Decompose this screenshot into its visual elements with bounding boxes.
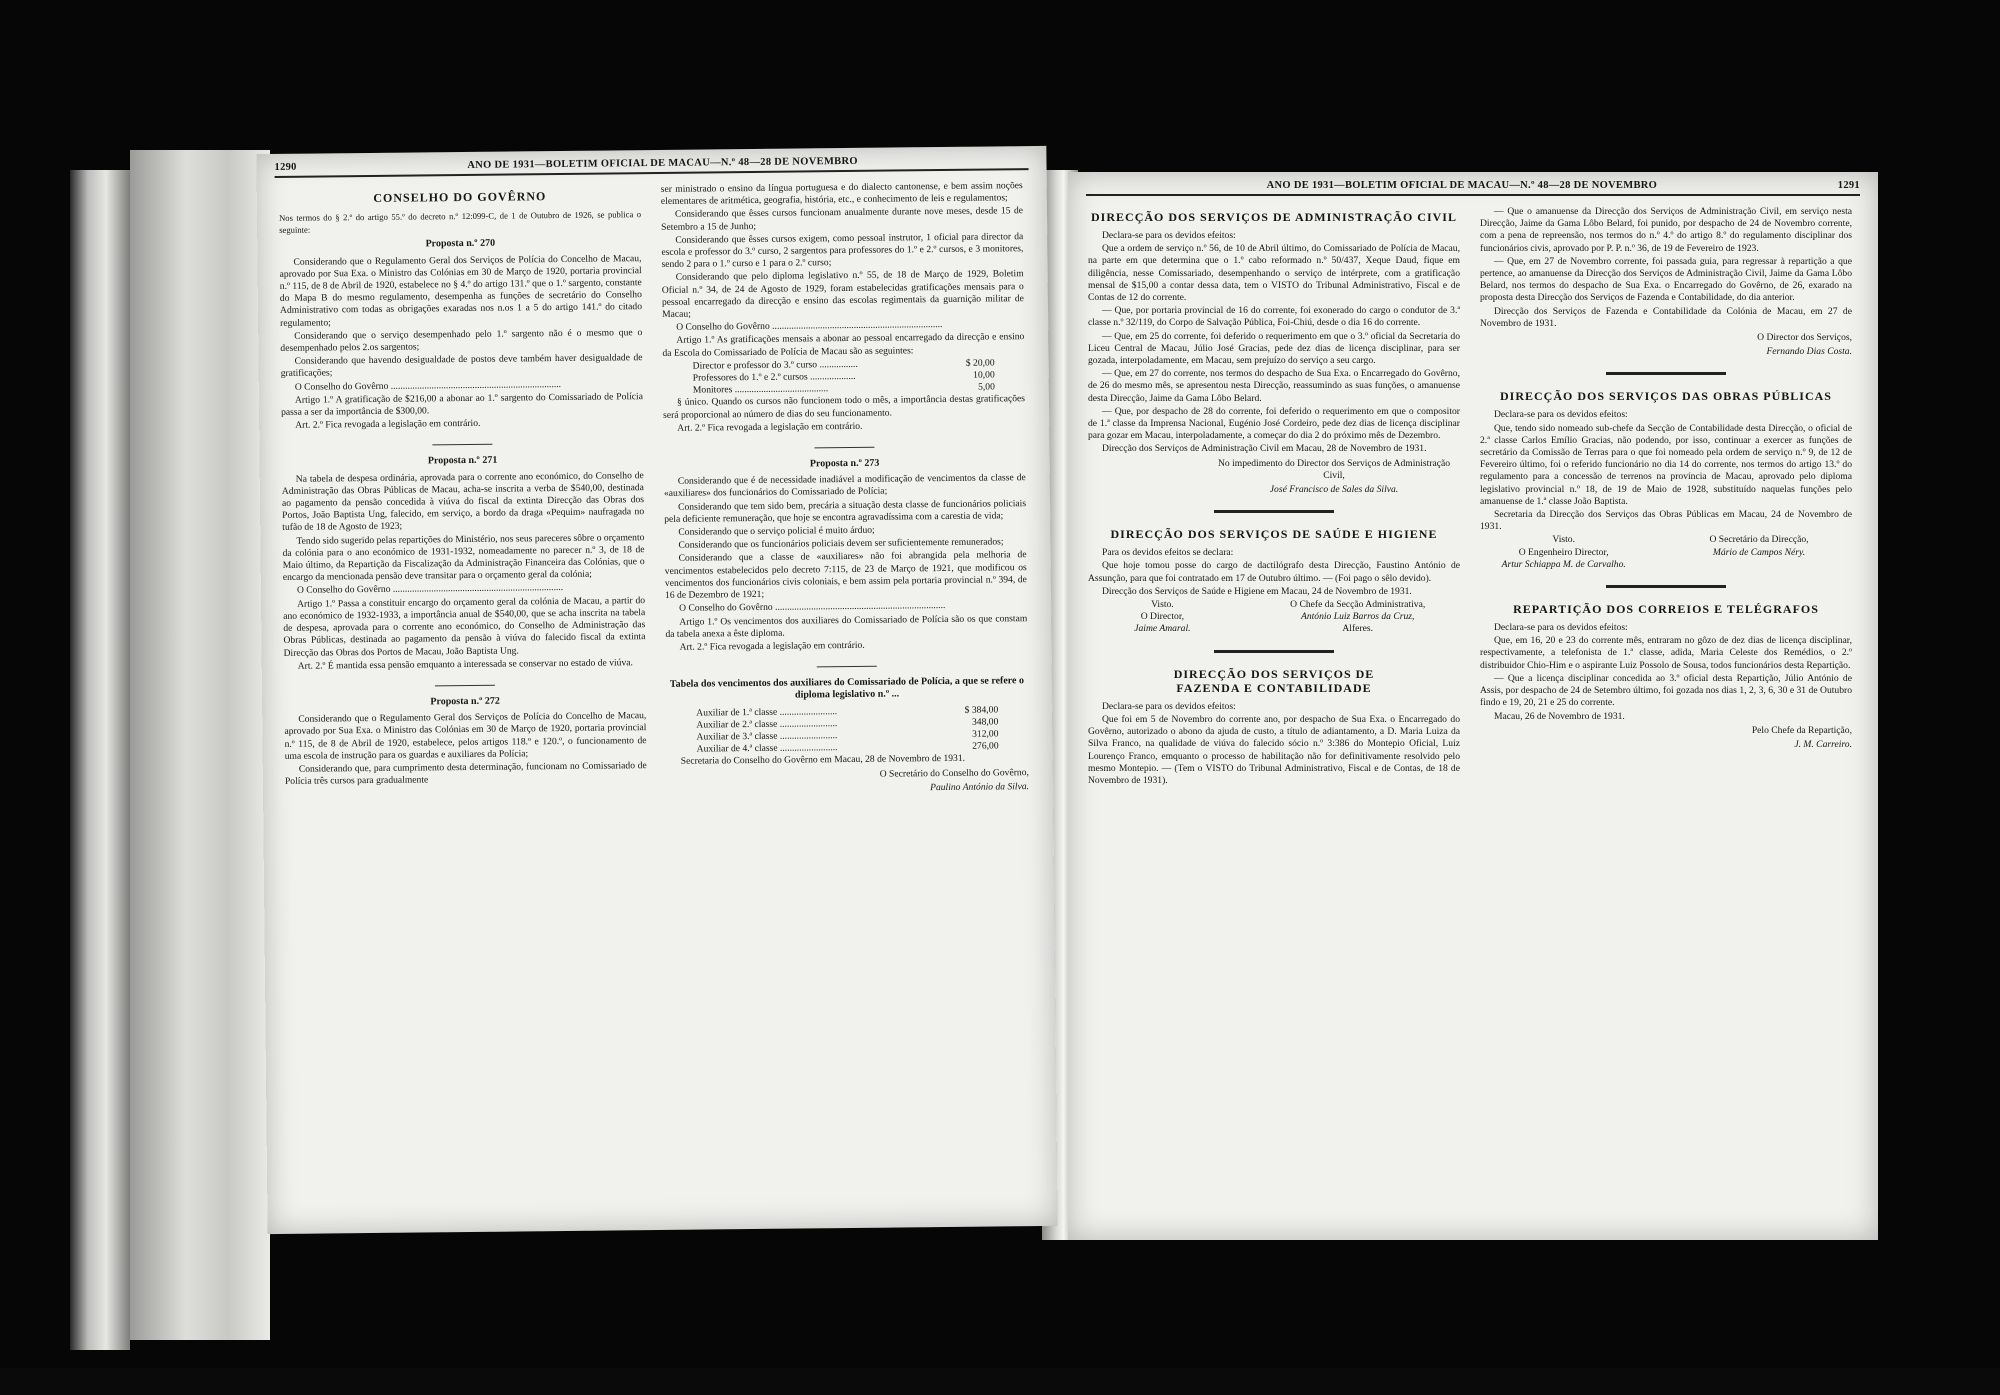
- left-column-2: [661, 180, 1029, 799]
- left-page-number: 1290: [274, 161, 297, 173]
- right-running-head: [1086, 180, 1860, 196]
- divider: [814, 447, 874, 449]
- paragraph: — Que, por portaria provincial de 16 do corrente, foi exonerado do cargo o condutor de 3.ª classe n.º 32/119, do Corpo de Salvação Pública, Foi-Chiú, desde o dia 16 do corrente.: [1088, 305, 1460, 329]
- divider: [1606, 585, 1726, 588]
- table-row: Auxiliar de 4.ª classe ........................ 276,00: [696, 740, 999, 755]
- paragraph: Artigo 1.º A gratificação de $216,00 a abonar ao 1.º sargento do Comissariado de Polícia passa a ser da importância de $300,00.: [281, 390, 643, 418]
- table-row: Auxiliar de 1.ª classe ........................ $ 384,00: [696, 703, 999, 719]
- table-row: Auxiliar de 3.ª classe ........................ 312,00: [696, 728, 999, 743]
- right-head-title: ANO DE 1931—BOLETIM OFICIAL DE MACAU—N.º 48—28 DE NOVEMBRO: [1266, 180, 1658, 191]
- table-row: Director e professor do 3.º curso ................ $ 20,00: [692, 357, 995, 372]
- paragraph: Direcção dos Serviços de Administração Civil em Macau, 28 de Novembro de 1931.: [1102, 443, 1427, 455]
- paragraph: Artigo 1.º Passa a constituir encargo do orçamento geral da colónia de Macau, a partir do ano económico de 1932-1933, a importância anual de $540,00, que se acha inscrita na tabela de despesa, aprovada para o corrente ano económico, do Conselho de Administração das Obras Públicas, destinada ao pagamento da pensão à viúva do falecido fiscal da extinta Direcção das Obras dos Portos de Macau, João Baptista Ung.: [283, 594, 646, 659]
- signature-role: Pelo Chefe da Repartição,: [1751, 724, 1852, 736]
- left-running-head: [274, 154, 1028, 178]
- paragraph: Art. 2.º Fica revogada a legislação em contrário.: [677, 420, 863, 434]
- paragraph: Tendo sido sugerido pelas repartições do Ministério, nos seus pareceres sôbre o orçamento da colónia para o ano económico de 1931-1932, nomeadamente no parecer n.º 3, de 18 de Maio último, da Repartição da Fiscalização da Administração Financeira das Colónias, que o encargo da mencionada pensão deve transitar para o orçamento geral da colónia;: [282, 531, 645, 584]
- paragraph: Direcção dos Serviços de Saúde e Higiene em Macau, 24 de Novembro de 1931.: [1102, 585, 1412, 597]
- section-title: DIRECÇÃO DOS SERVIÇOS DAS OBRAS PÚBLICAS: [1500, 389, 1832, 404]
- paragraph: O Conselho do Govêrno .......................................................................: [294, 378, 562, 393]
- signature-block: Visto. O Director, Jaime Amaral. O Chefe da Secção Administrativa, António Luiz Barros da Cruz, Alferes.: [1134, 599, 1426, 635]
- stacked-page-edges: [70, 170, 130, 1350]
- paragraph: Macau, 26 de Novembro de 1931.: [1494, 710, 1625, 722]
- paragraph: Declara-se para os devidos efeitos:: [1494, 622, 1628, 634]
- divider: [817, 666, 877, 668]
- signature-role: O Director dos Serviços,: [1757, 332, 1852, 344]
- proposal-title: Proposta n.º 271: [427, 455, 498, 467]
- section-title: DIRECÇÃO DOS SERVIÇOS DE SAÚDE E HIGIENE: [1110, 527, 1438, 542]
- section-title: REPARTIÇÃO DOS CORREIOS E TELÉGRAFOS: [1513, 602, 1819, 617]
- signature-name: Paulino António da Silva.: [930, 780, 1030, 793]
- paragraph: Considerando que os funcionários policiais devem ser suficientemente remunerados;: [678, 536, 1004, 552]
- paragraph: Secretaria do Conselho do Govêrno em Macau, 28 de Novembro de 1931.: [680, 753, 966, 768]
- table-row: Professores do 1.º e 2.º cursos ................... 10,00: [692, 369, 995, 384]
- paragraph: — Que o amanuense da Direcção dos Serviços de Administração Civil, em serviço nesta Direcção, Jaime da Gama Lôbo Belard, foi punido, por despacho de 24 de Novembro corrente, com a pena de repreensão, nos termos do n.º 4.º do artigo 8.º do regulamento disciplinar dos funcionários civis, aprovado por P. P. n.º 36, de 19 de Fevereiro de 1923.: [1480, 206, 1852, 254]
- table-row: Monitores ....................................... 5,00: [692, 381, 995, 396]
- table-row: Auxiliar de 2.ª classe ........................ 348,00: [696, 716, 999, 731]
- paragraph: § único. Quando os cursos não funcionem todo o mês, a importância destas gratificações será proporcional ao número de dias do seu funcionamento.: [663, 393, 1026, 421]
- paragraph: Para os devidos efeitos se declara:: [1102, 547, 1234, 559]
- paragraph: Direcção dos Serviços de Fazenda e Contabilidade da Colónia de Macau, em 27 de Novembro de 1931.: [1480, 305, 1852, 329]
- divider: [1606, 372, 1726, 375]
- paragraph: Considerando que o Regulamento Geral dos Serviços de Polícia do Concelho de Macau, aprovado por Sua Exa. o Ministro das Colónias em 30 de Março de 1920, portaria provincial n.º 115, de 8 de Abril de 1920, estabelece no § 4.º do artigo 131.º que o 1.º sargento, constante do Mapa B do mesmo regulamento, desempenha as funções de secretário do Conselho Administrativo com todas as obrigações exaradas nos n.os 1 a 5 do artigo 141.º do citado regulamento;: [279, 252, 643, 329]
- paragraph: — Que, por despacho de 28 do corrente, foi deferido o requerimento em que o compositor de 1.ª classe da Imprensa Nacional, Eugénio José Cordeiro, pede dez dias de licença disciplinar para gozar em Macau, interpoladamente, a começar do dia 2 do próximo mês de Dezembro.: [1088, 405, 1460, 442]
- paragraph: Nos termos do § 2.º do artigo 55.º do decreto n.º 12:099-C, de 1 de Outubro de 1926, se publica o seguinte:: [278, 209, 642, 236]
- paragraph: Considerando que tem sido bem, precária a situação desta classe de funcionários policiais pela deficiente remuneração, que hoje se encontra agravadíssima com a carestia de vida;: [664, 497, 1027, 525]
- divider: [1214, 650, 1334, 653]
- section-title: CONSELHO DO GOVÊRNO: [373, 189, 547, 205]
- signature-role: O Secretário do Conselho do Govêrno,: [879, 766, 1029, 780]
- paragraph: Considerando que a classe de «auxiliares» não foi abrangida pela melhoria de vencimentos estabelecidos pelo decreto 7:115, de 23 de Março de 1921, que modificou os vencimentos dos funcionários civis coloniais, e bem assim pela portaria provincial n.º 394, de 16 de Dezembro de 1921;: [664, 549, 1027, 602]
- left-head-title: ANO DE 1931—BOLETIM OFICIAL DE MACAU—N.º 48—28 DE NOVEMBRO: [467, 155, 858, 171]
- paragraph: Artigo 1.º Os vencimentos dos auxiliares do Comissariado de Polícia são os que constam da tabela anexa a êste diploma.: [665, 612, 1028, 640]
- paragraph: — Que a licença disciplinar concedida ao 3.º oficial desta Repartição, Júlio António de Assis, por despacho de 24 de Setembro último, foi gozada nos dias 1, 2, 3, 6, 30 e 31 de Outubro findo e 19, 20, 21 e 25 do corrente.: [1480, 672, 1852, 709]
- paragraph: O Conselho do Govêrno .......................................................................: [676, 319, 943, 334]
- paragraph: Secretaria da Direcção dos Serviços das Obras Públicas em Macau, 24 de Novembro de 1931.: [1480, 509, 1852, 533]
- paragraph: ser ministrado o ensino da língua portuguesa e do dialecto cantonense, e bem assim noções elementares de aritmética, geografia, história, etc., e conhecimento de leis e regulamentos;: [660, 180, 1023, 208]
- proposal-title: Proposta n.º 272: [430, 695, 500, 708]
- signature-name: Fernando Dias Costa.: [1766, 346, 1852, 358]
- paragraph: Art. 2.º É mantida essa pensão emquanto a interessada se conservar no estado de viúva.: [297, 656, 633, 672]
- signature-role: No impedimento do Director dos Serviços de Administração Civil,: [1217, 457, 1451, 481]
- paragraph: Que hoje tomou posse do cargo de dactilógrafo desta Direcção, Faustino António de Assunção, para que foi contratado em 17 de Outubro último. — (Foi pago o sêlo devido).: [1088, 560, 1460, 584]
- paragraph: Considerando que, para cumprimento desta determinação, funcionam no Comissariado de Polícia três cursos para gradualmente: [284, 760, 647, 788]
- right-page: [1068, 172, 1878, 1240]
- paragraph: — Que, em 27 de Novembro corrente, foi passada guia, para regressar à repartição a que pertence, ao amanuense da Direcção dos Serviços de Administração Civil, Jaime da Gama Lôbo Belard, nos termos do despacho de Sua Exa. o Encarregado do Govêrno, de 26, exarado na proposta desta Direcção dos Serviços de Fazenda e Contabilidade, do dia anterior.: [1480, 255, 1852, 304]
- paragraph: Art. 2.º Fica revogada a legislação em contrário.: [295, 418, 481, 432]
- paragraph: Considerando que o Regulamento Geral dos Serviços de Polícia do Concelho de Macau, aprovado por Sua Exa. o Ministro das Colónias em 30 de Março de 1920, portaria provincial n.º 115, de 8 de Abril de 1920, estabelece, pelos artigos 118.º e 120.º, o funcionamento de uma escola de instrução para os guardas e auxiliares da Polícia;: [284, 710, 647, 762]
- divider: [432, 444, 492, 446]
- proposal-title: Proposta n.º 270: [425, 238, 496, 250]
- paragraph: Declara-se para os devidos efeitos:: [1102, 230, 1236, 241]
- film-bottom-edge: [0, 1368, 2000, 1395]
- right-page-number: 1291: [1837, 180, 1860, 191]
- paragraph: O Conselho do Govêrno .......................................................................: [679, 600, 946, 615]
- left-page: [256, 146, 1057, 1234]
- paragraph: Considerando que o serviço policial é muito árduo;: [678, 524, 875, 538]
- paragraph: Declara-se para os devidos efeitos:: [1102, 700, 1236, 712]
- divider: [1214, 510, 1334, 513]
- paragraph: Que a ordem de serviço n.º 56, de 10 de Abril último, do Comissariado de Polícia de Macau, na parte em que determina que o 1.º cabo reformado n.º 50/437, Xeque Daud, fique em diligência, nesse Comissariado, desempenhando o serviço de intérprete, com a gratificação mensal de $15,00 a contar dessa data, tem o VISTO do Tribunal Administrativo, Fiscal e de Contas de 12 do corrente.: [1088, 243, 1460, 304]
- paragraph: Na tabela de despesa ordinária, aprovada para o corrente ano económico, do Conselho de Administração das Obras Públicas de Macau, acha-se inscrita a verba de $540,00, destinada ao pagamento da pensão concedida à viúva do fiscal da extinta Direcção das Obras dos Portos, João Baptista Ung, falecido, em serviço, a bordo da draga «Pequim» naufragada no tufão de 18 de Agosto de 1923;: [281, 469, 645, 534]
- section-title: DIRECÇÃO DOS SERVIÇOS DE FAZENDA E CONTABILIDADE: [1173, 666, 1375, 695]
- paragraph: Que, tendo sido nomeado sub-chefe da Secção de Contabilidade desta Direcção, o oficial de 2.ª classe Carlos Emílio Gracias, não podendo, por isso, continuar a exercer as funções de secretário da Comissão de Terras para o que foi nomeado pela ordem de serviço n.º 9, de 12 de Fevereiro último, foi o referido funcionário no dia 14 do corrente, nos termos do artigo 13.º do regulamento para a concessão de terrenos na província de Macau, aprovado pelo diploma legislativo provincial n.º 18, de 19 de Maio de 1928, substituído naquelas funções pelo amanuense de 1.ª classe João Baptista.: [1480, 422, 1852, 507]
- paragraph: Considerando que é de necessidade inadiável a modificação de vencimentos da classe de «auxiliares» dos funcionários do Comissariado de Polícia;: [663, 472, 1026, 500]
- divider: [435, 685, 495, 687]
- signature-block: Visto. O Engenheiro Director, Artur Schiappa M. de Carvalho. O Secretário da Direcção, Mário de Campos Néry.: [1501, 534, 1809, 570]
- paragraph: Declara-se para os devidos efeitos:: [1494, 409, 1628, 421]
- paragraph: Artigo 1.º As gratificações mensais a abonar ao pessoal encarregado da direcção e ensino da Escola do Comissariado de Polícia de Macau são as seguintes:: [662, 331, 1025, 359]
- paragraph: O Conselho do Govêrno .......................................................................: [296, 582, 564, 597]
- paragraph: Art. 2.º Fica revogada a legislação em contrário.: [679, 639, 865, 653]
- paragraph: Considerando que havendo desigualdade de postos deve também haver desigualdade de gratificações;: [280, 352, 643, 380]
- paragraph: Considerando que êsses cursos funcionam anualmente durante nove meses, desde 15 de Setembro a 15 de Junho;: [661, 205, 1024, 233]
- paragraph: — Que, em 25 do corrente, foi deferido o requerimento em que o 3.º oficial da Secretaria do Liceu Central de Macau, Júlio José Gracias, pede dez dias de licença disciplinar, para ser gozada, interpoladamente, em Macau, sem prejuízo do serviço a seu cargo.: [1088, 330, 1460, 367]
- paragraph: Considerando que pelo diploma legislativo n.º 55, de 18 de Março de 1929, Boletim Oficial n.º 34, de 24 de Agosto de 1929, foram estabelecidas gratificações mensais para o pessoal encarregado da direcção e ensino das escolas regimentais da guarnição militar de Macau;: [661, 268, 1024, 320]
- right-column-1: [1088, 206, 1460, 788]
- paragraph: Que foi em 5 de Novembro do corrente ano, por despacho de Sua Exa. o Encarregado do Govêrno, autorizado o abono da ajuda de custo, a título de adiantamento, a D. Maria Luiza da Silva Franco, na qualidade de viúva do falecido sócio n.º 3:386 do Montepio Oficial, Luiz Lourenço Franco, emquanto o processo de habilitação não for definitivamente resolvido pelo mesmo Montepio. — (Tem o VISTO do Tribunal Administrativo, Fiscal e de Contas, de 18 de Novembro de 1931).: [1088, 713, 1460, 786]
- table-title: Tabela dos vencimentos dos auxiliares do Comissariado de Polícia, a que se refere o diploma legislativo n.º ...: [669, 675, 1025, 701]
- signature-name: J. M. Carreiro.: [1794, 738, 1852, 750]
- stacked-page-edges-inner: [130, 150, 270, 1340]
- paragraph: Que, em 16, 20 e 23 do corrente mês, entraram no gôzo de dez dias de licença disciplinar, respectivamente, a telefonista de 1.ª classe, adida, Maria Celeste dos Remédios, o 2.º distribuidor Chio-Him e o aspirante Luiz Possolo de Sousa, todos funcionários desta Repartição.: [1480, 635, 1852, 671]
- left-column-1: [279, 184, 647, 789]
- proposal-title: Proposta n.º 273: [809, 457, 880, 470]
- paragraph: Considerando que o serviço desempenhado pelo 1.º sargento não é o mesmo que o desempenhado pelos 2.os sargentos;: [280, 326, 643, 354]
- paragraph: — Que, em 27 do corrente, nos termos do despacho de Sua Exa. o Encarregado do Govêrno, de 26 do mesmo mês, se apresentou nesta Direcção, reassumindo as suas funções, o amanuense desta Direcção, Jaime da Gama Lôbo Belard.: [1088, 368, 1460, 404]
- paragraph: Considerando que êsses cursos exigem, como pessoal instrutor, 1 oficial para director da escola e professor do 3.º curso, 2 sargentos para professores do 1.º e 2.º cursos, e 3 monitores, sendo 2 para o 1.º curso e 1 para o 2.º curso;: [661, 230, 1024, 271]
- section-title: DIRECÇÃO DOS SERVIÇOS DE ADMINISTRAÇÃO CIVIL: [1091, 210, 1457, 224]
- right-column-2: [1480, 206, 1852, 753]
- signature-name: José Francisco de Sales da Silva.: [1269, 484, 1399, 496]
